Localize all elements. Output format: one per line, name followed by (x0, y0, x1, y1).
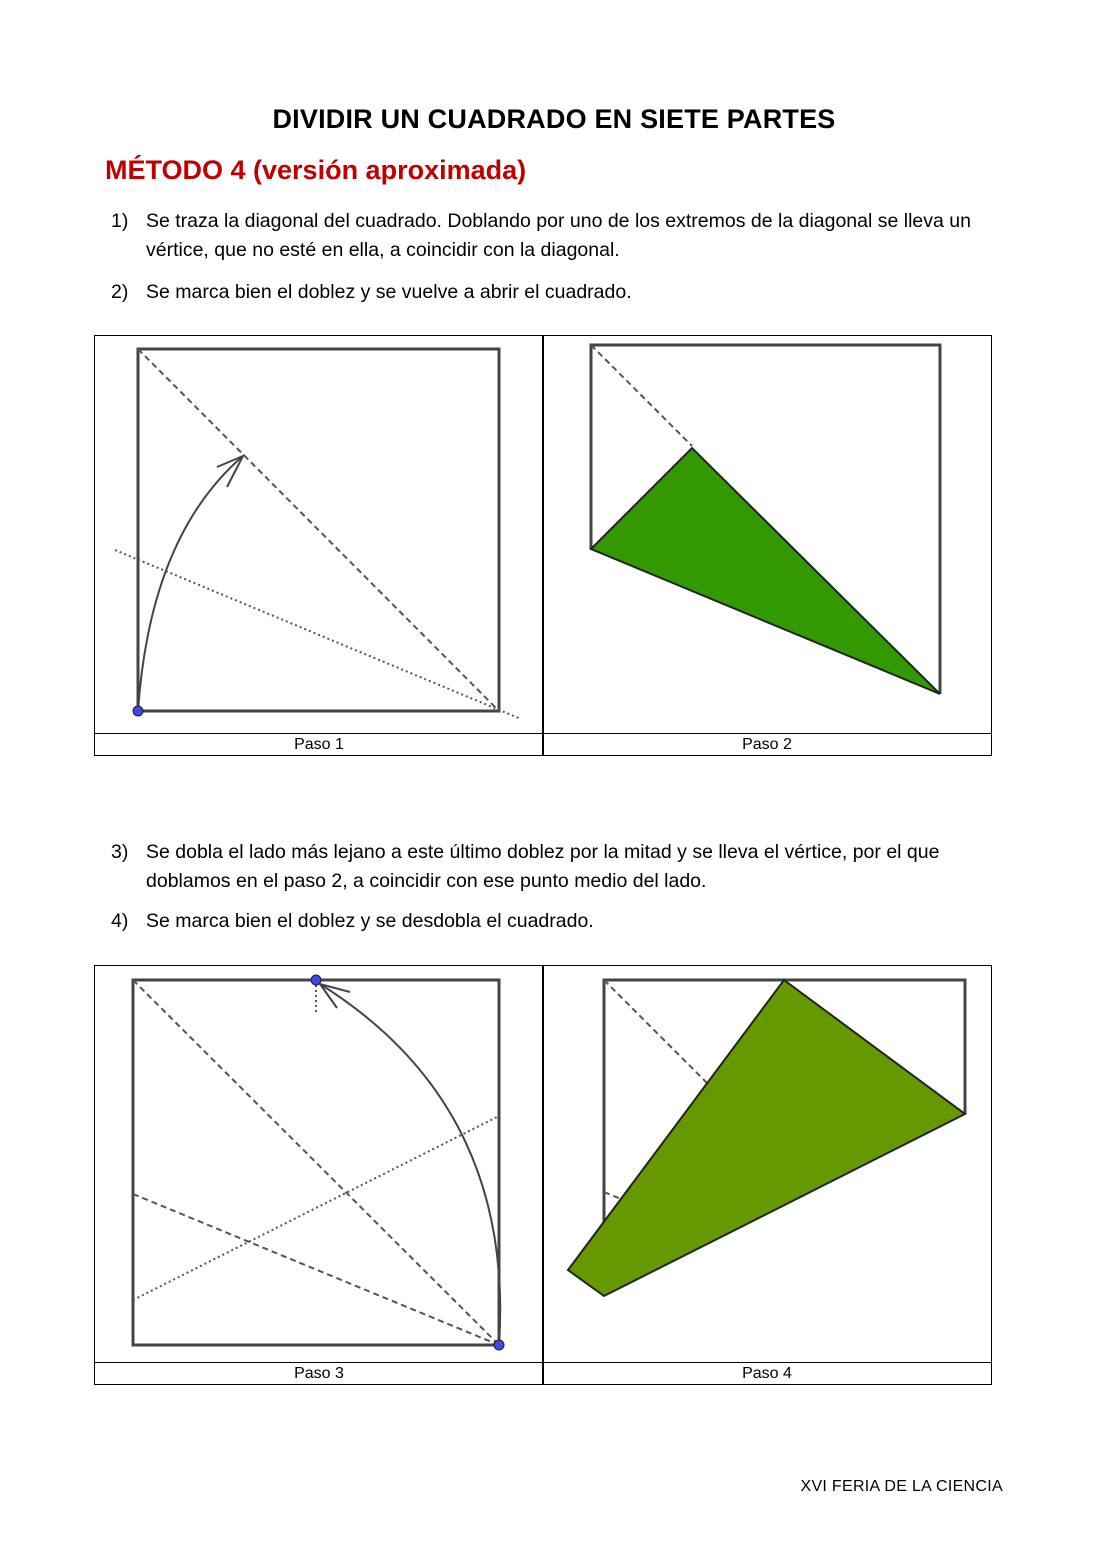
step-text: Se marca bien el doblez y se vuelve a abrir el cuadrado. (146, 281, 632, 303)
caption-row (95, 1362, 991, 1384)
step-3 (111, 838, 1011, 896)
figure-table-2 (94, 965, 992, 1385)
page-title: DIVIDIR UN CUADRADO EN SIETE PARTES (272, 104, 836, 134)
step-text: Se marca bien el doblez y se desdobla el cuadrado. (146, 910, 594, 932)
diagonal-dashed-line (138, 349, 499, 711)
paso-1-diagram (95, 336, 543, 734)
step-1 (111, 207, 1011, 265)
previous-fold-dashed-line (604, 1192, 621, 1199)
figure-table-1 (94, 335, 992, 756)
step-number: 2) (111, 281, 129, 303)
step-number: 1) (111, 210, 129, 232)
step-text: Se dobla el lado más lejano a este último doblez por la mitad y se lleva el vértice, por el que doblamos en el paso 2, a coincidir con ese punto medio del lado. (146, 841, 940, 892)
footer-text: XVI FERIA DE LA CIENCIA (800, 1478, 1003, 1495)
caption-row (95, 733, 991, 755)
diagonal-dashed-line (133, 980, 499, 1345)
vertex-point (494, 1340, 504, 1350)
step-number: 3) (111, 841, 129, 863)
step-2 (111, 278, 1011, 307)
method-subtitle: MÉTODO 4 (versión aproximada) (105, 155, 527, 185)
step-number: 4) (111, 910, 129, 932)
fold-arrow-arc (320, 984, 500, 1345)
new-fold-dotted-line (133, 1116, 499, 1300)
paso-4-diagram (543, 966, 991, 1362)
fold-dotted-line (115, 550, 521, 719)
vertex-point (133, 706, 143, 716)
caption-paso-4: Paso 4 (742, 1365, 792, 1382)
midpoint-point (311, 975, 321, 985)
caption-paso-1: Paso 1 (294, 736, 344, 753)
figure-paso-4 (543, 966, 991, 1362)
diagonal-dashed-line (591, 345, 692, 446)
figure-paso-2 (543, 336, 991, 734)
step-text: Se traza la diagonal del cuadrado. Doblando por uno de los extremos de la diagonal se lleva un vértice, que no esté en ella, a coincidir con la diagonal. (146, 210, 971, 261)
fold-arrow-arc (138, 456, 243, 711)
previous-fold-dashed-line (133, 1194, 499, 1345)
folded-triangle (591, 448, 940, 694)
caption-paso-2: Paso 2 (742, 736, 792, 753)
figure-paso-3 (95, 966, 543, 1362)
paso-2-diagram (543, 336, 991, 734)
diagonal-dashed-line (604, 980, 708, 1084)
caption-paso-3: Paso 3 (294, 1365, 344, 1382)
figure-paso-1 (95, 336, 543, 734)
paso-3-diagram (95, 966, 543, 1362)
folded-quadrilateral (568, 980, 965, 1296)
step-4 (111, 907, 1011, 936)
